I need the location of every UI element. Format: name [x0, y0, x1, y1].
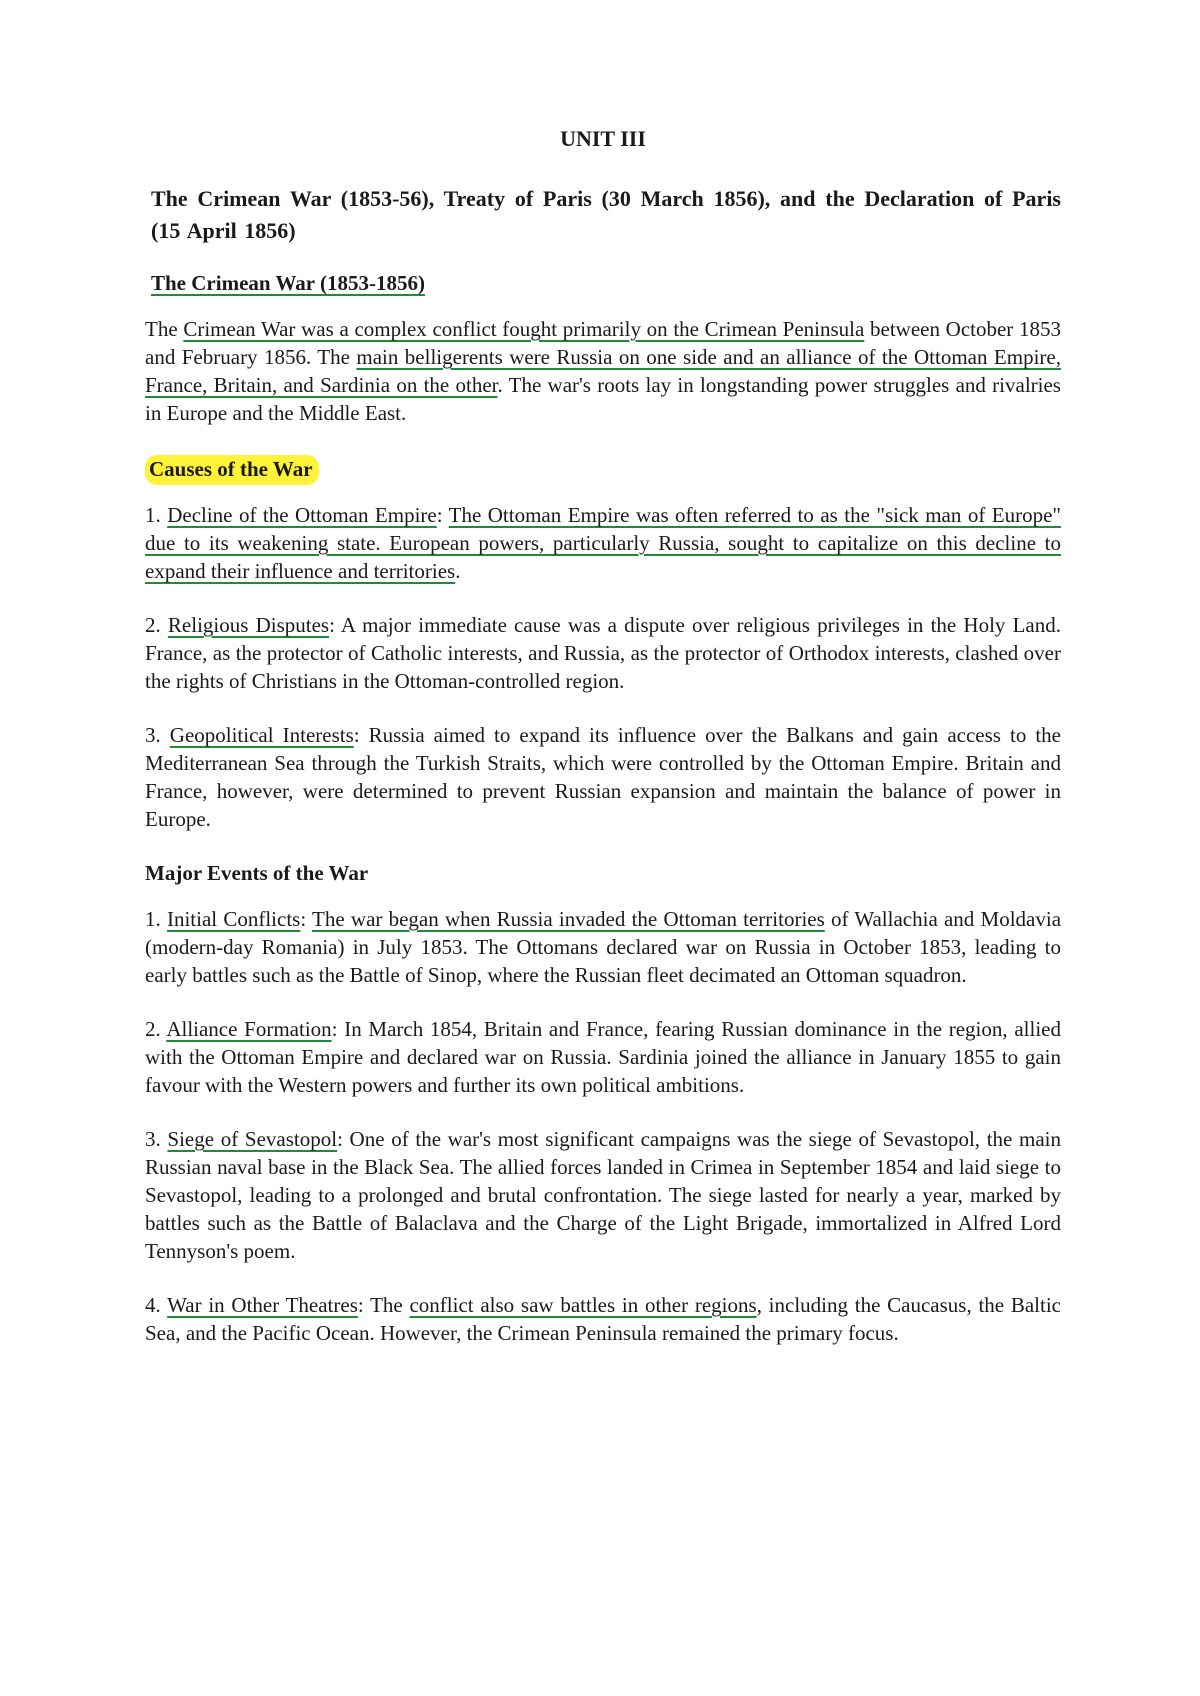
text: : In March 1854, Britain and France, fearing Russian dominance in the region, allied with the Ottoman Empire and declared war on Russia. Sardinia joined the alliance in January 1855 to gain favour with the Western powers and further its own political ambitions. — [145, 1017, 1061, 1097]
event-4-paragraph — [145, 1291, 1061, 1347]
cause-3-paragraph — [145, 721, 1061, 833]
event-1-paragraph — [145, 905, 1061, 989]
list-number: 2. — [145, 1017, 167, 1041]
list-number: 1. — [145, 503, 168, 527]
text: : Russia aimed to expand its influence over the Balkans and gain access to the Mediterranean Sea through the Turkish Straits, which were controlled by the Ottoman Empire. Britain and France, however, were determined to prevent Russian expansion and maintain the balance of power in Europe. — [145, 723, 1062, 831]
cause-1-paragraph — [145, 501, 1061, 585]
text: , including the Caucasus, the Baltic Sea, and the Pacific Ocean. However, the Crimean Peninsula remained the primary focus. — [145, 1293, 1062, 1345]
text: : A major immediate cause was a dispute over religious privileges in the Holy Land. France, as the protector of Catholic interests, and Russia, as the protector of Orthodox interests, clashed over the rights of Christians in the Ottoman-controlled region. — [145, 613, 1061, 693]
underlined-term: Decline of the Ottoman Empire — [167, 503, 437, 527]
event-3-paragraph — [145, 1125, 1061, 1265]
underlined-text: main belligerents were Russia on one side and an alliance of the Ottoman Empire, France, Britain, and Sardinia on the other — [145, 345, 1061, 397]
text: . The war's roots lay in longstanding power struggles and rivalries in Europe and the Middle East. — [145, 373, 1061, 425]
underlined-term: Religious Disputes — [167, 613, 330, 637]
list-number: 3. — [145, 723, 170, 747]
document-title: The Crimean War (1853-56), Treaty of Paris (30 March 1856), and the Declaration of Paris (15 April 1856) — [151, 186, 1061, 243]
list-number: 1. — [145, 907, 167, 931]
crimean-war-heading — [145, 269, 1061, 297]
unit-title: UNIT III — [560, 126, 646, 151]
underlined-term: Geopolitical Interests — [169, 723, 354, 747]
underlined-term: War in Other Theatres — [167, 1293, 358, 1317]
list-number: 4. — [145, 1293, 168, 1317]
causes-heading-highlight: Causes of the War — [145, 455, 319, 485]
crimean-war-heading-text: The Crimean War (1853-1856) — [151, 271, 425, 295]
major-events-heading: Major Events of the War — [145, 861, 369, 885]
text: : — [300, 907, 313, 931]
underlined-text: The Ottoman Empire was often referred to as the "sick man of Europe" due to its weakening state. European powers, particularly Russia, sought to capitalize on this decline to expand their influence and territories — [145, 503, 1061, 583]
text: . — [455, 559, 461, 583]
event-2-paragraph — [145, 1015, 1061, 1099]
underlined-text: The war began when Russia invaded the Ottoman territories — [312, 907, 825, 931]
underlined-term: Siege of Sevastopol — [167, 1127, 338, 1151]
underlined-text: conflict also saw battles in other regions — [409, 1293, 757, 1317]
underlined-term: Alliance Formation — [166, 1017, 332, 1041]
document-page — [145, 125, 1061, 1373]
text: : One of the war's most significant campaigns was the siege of Sevastopol, the main Russian naval base in the Black Sea. The allied forces landed in Crimea in September 1854 and laid siege to Sevastopol, leading to a prolonged and brutal confrontation. The siege lasted for nearly a year, marked by battles such as the Battle of Balaclava and the Charge of the Light Brigade, immortalized in Alfred Lord Tennyson's poem. — [145, 1127, 1062, 1263]
underlined-term: Initial Conflicts — [166, 907, 301, 931]
crimean-war-paragraph — [145, 315, 1061, 427]
underlined-text: Crimean War was a complex conflict fought primarily on the Crimean Peninsula — [183, 317, 865, 341]
text: : The — [357, 1293, 410, 1317]
causes-heading — [145, 455, 1061, 483]
text: between October 1853 and February 1856. The — [145, 317, 1061, 369]
text: : — [436, 503, 449, 527]
list-number: 2. — [145, 613, 168, 637]
text: of Wallachia and Moldavia (modern-day Romania) in July 1853. The Ottomans declared war on Russia in October 1853, leading to early battles such as the Battle of Sinop, where the Russian fleet decimated an Ottoman squadron. — [145, 907, 1062, 987]
list-number: 3. — [145, 1127, 168, 1151]
cause-2-paragraph — [145, 611, 1061, 695]
text: The — [145, 317, 184, 341]
